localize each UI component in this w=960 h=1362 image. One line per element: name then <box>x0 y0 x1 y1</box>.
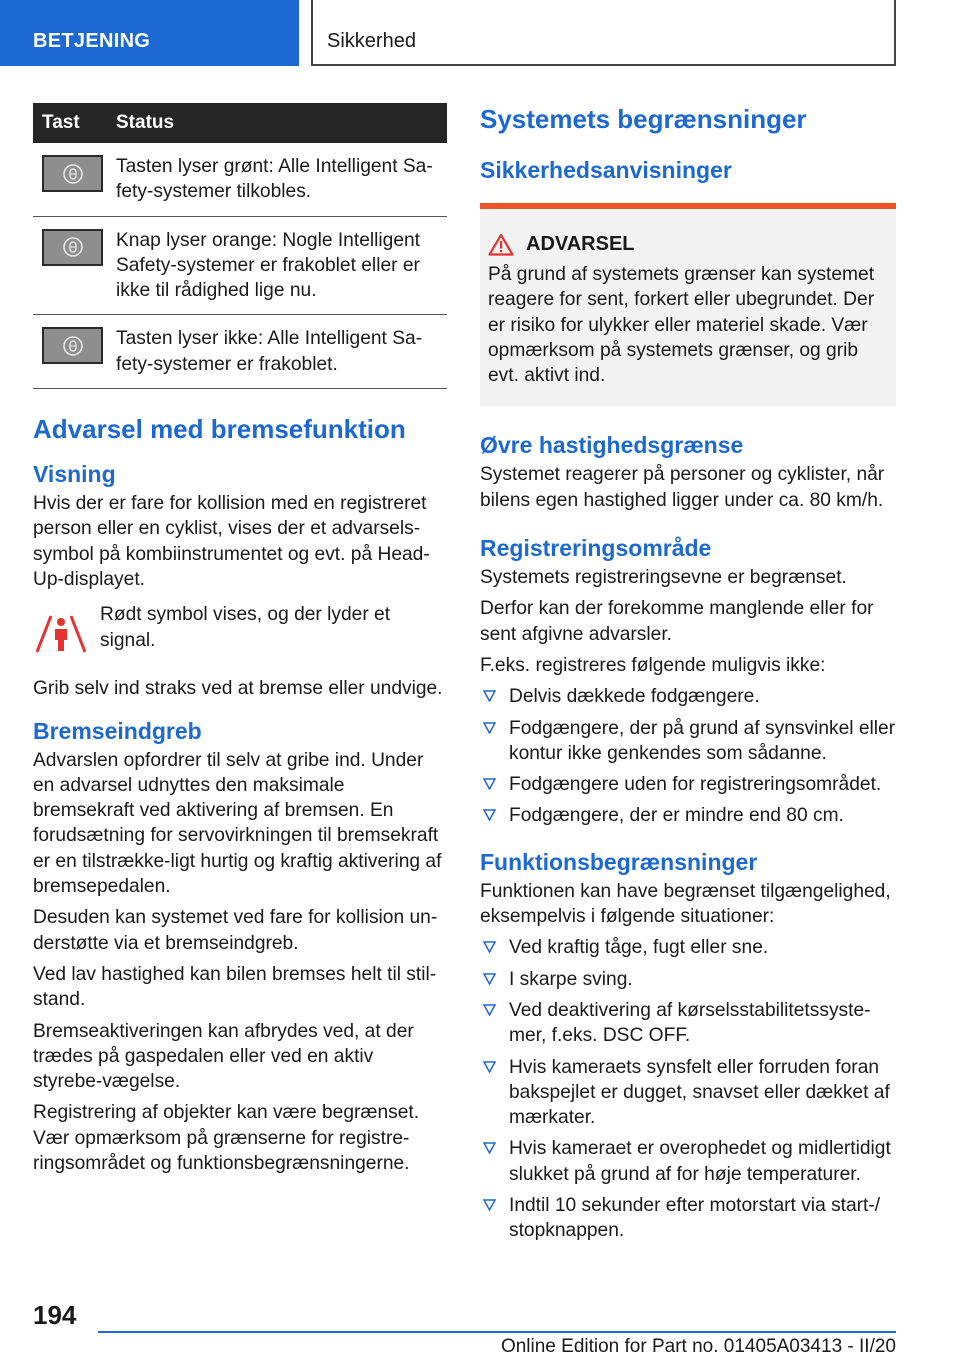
pedestrian-warning-icon <box>33 604 89 660</box>
bremseindgreb-paragraph: Advarslen opfordrer til selv at gribe ind. Under en advarsel udnyttes den maksimale bremsekraft ved aktivering af bremsen. En forudsætning for servovirkningen til bremsekraft er en tilstrække-ligt hurtig og kraftig aktivering af bremsepedalen. <box>33 749 442 898</box>
list-item: Delvis dækkede fodgængere. <box>480 684 896 709</box>
triangle-bullet-icon <box>483 722 496 734</box>
warning-box <box>480 203 896 406</box>
visning-paragraph: Hvis der er fare for kollision med en registreret person eller en cyklist, vises der et advarsels-symbol på kombiinstrumentet og evt. på Head-Up-displayet. <box>33 493 430 590</box>
table-header-status: Status <box>116 103 447 143</box>
symbol-row <box>33 602 447 660</box>
triangle-bullet-icon <box>483 690 496 702</box>
registrering-paragraph: Systemets registreringsevne er begrænset. <box>480 567 847 589</box>
header-section-label: BETJENING <box>33 30 151 52</box>
triangle-bullet-icon <box>483 1061 496 1073</box>
triangle-bullet-icon <box>483 1004 496 1016</box>
heading-systemets-begraensninger: Systemets begrænsninger <box>480 104 807 134</box>
heading-registreringsomraade: Registreringsområde <box>480 535 712 562</box>
key-status-table <box>33 103 447 389</box>
registrering-paragraph: Derfor kan der forekomme manglende eller for sent afgivne advarsler. <box>480 598 874 645</box>
heading-sikkerhedsanvisninger: Sikkerhedsanvisninger <box>480 157 732 183</box>
table-row <box>33 143 447 216</box>
triangle-bullet-icon <box>483 1199 496 1211</box>
bremseindgreb-paragraph: Registrering af objekter kan være begrænset. Vær opmærksom på grænserne for registre-ringsområdet og funktionsbegrænsningerne. <box>33 1102 420 1175</box>
visning-paragraph-2: Grib selv ind straks ved at bremse eller undvige. <box>33 678 443 700</box>
page-number: 194 <box>33 1300 77 1330</box>
warning-text: På grund af systemets grænser kan systemet reagere for sent, forkert eller ubegrundet. Der er risiko for ulykker eller materiel skade. Vær opmærksom på systemets grænser, og grib evt. aktivt ind. <box>488 264 875 387</box>
triangle-bullet-icon <box>483 1142 496 1154</box>
list-item: Indtil 10 sekunder efter motorstart via start-/ stopknappen. <box>480 1193 896 1244</box>
heading-oevre-hastighedsgraense: Øvre hastighedsgrænse <box>480 432 744 459</box>
table-cell-status: Tasten lyser grønt: Alle Intelligent Sa-fety-systemer tilkobles. <box>116 143 447 216</box>
right-column <box>480 103 896 1250</box>
intelligent-safety-button-icon <box>42 155 103 192</box>
bremseindgreb-paragraph: Desuden kan systemet ved fare for kollision un-derstøtte via et bremseindgreb. <box>33 907 438 954</box>
heading-visning: Visning <box>33 461 116 488</box>
heading-advarsel-bremsefunktion: Advarsel med bremsefunktion <box>33 414 406 445</box>
table-cell-status: Tasten lyser ikke: Alle Intelligent Sa-fety-systemer er frakoblet. <box>116 315 447 389</box>
header-section-tab <box>0 0 299 66</box>
header-chapter-label: Sikkerhed <box>327 30 416 52</box>
list-item: I skarpe sving. <box>480 967 896 992</box>
intelligent-safety-button-icon <box>42 229 103 266</box>
intelligent-safety-button-icon <box>42 327 103 364</box>
footer-edition: Online Edition for Part no. 01405A03413 - II/20 <box>500 1336 896 1357</box>
funktion-list <box>480 935 896 1243</box>
triangle-bullet-icon <box>483 809 496 821</box>
footer-divider <box>98 1331 896 1333</box>
table-row <box>33 315 447 389</box>
bremseindgreb-paragraph: Bremseaktiveringen kan afbrydes ved, at der trædes på gaspedalen eller ved en aktiv styrebe-vægelse. <box>33 1020 414 1093</box>
list-item: Fodgængere, der på grund af synsvinkel eller kontur ikke genkendes som sådanne. <box>480 716 896 767</box>
symbol-description: Rødt symbol vises, og der lyder et signal. <box>100 604 391 651</box>
table-header-row <box>33 103 447 143</box>
triangle-bullet-icon <box>483 973 496 985</box>
left-column <box>33 103 447 1182</box>
triangle-bullet-icon <box>483 941 496 953</box>
list-item: Fodgængere, der er mindre end 80 cm. <box>480 803 896 828</box>
warning-label: ADVARSEL <box>526 233 635 255</box>
registrering-paragraph: F.eks. registreres følgende muligvis ikke: <box>480 654 826 676</box>
bremseindgreb-paragraph: Ved lav hastighed kan bilen bremses helt til stil-stand. <box>33 963 437 1011</box>
triangle-bullet-icon <box>483 778 496 790</box>
list-item: Hvis kameraets synsfelt eller forruden foran bakspejlet er dugget, snavset eller dækket af mærkater. <box>480 1055 896 1131</box>
warning-triangle-icon <box>488 233 514 256</box>
funktion-paragraph: Funktionen kan have begrænset tilgængelighed, eksempelvis i følgende situationer: <box>480 880 891 928</box>
table-cell-status: Knap lyser orange: Nogle Intelligent Safety-systemer er frakoblet eller er ikke til rådighed lige nu. <box>116 216 447 315</box>
list-item: Hvis kameraet er overophedet og midlertidigt slukket på grund af for høje temperaturer. <box>480 1136 896 1187</box>
heading-bremseindgreb: Bremseindgreb <box>33 717 202 744</box>
oevre-paragraph: Systemet reagerer på personer og cyklister, når bilens egen hastighed ligger under ca. 80 km/h. <box>480 464 885 511</box>
registrering-list <box>480 684 896 828</box>
heading-funktionsbegraensninger: Funktionsbegrænsninger <box>480 848 758 875</box>
list-item: Ved deaktivering af kørselsstabilitetssyste-mer, f.eks. DSC OFF. <box>480 998 896 1049</box>
table-header-key: Tast <box>33 103 116 143</box>
list-item: Ved kraftig tåge, fugt eller sne. <box>480 935 896 960</box>
list-item: Fodgængere uden for registreringsområdet. <box>480 772 896 797</box>
table-row <box>33 216 447 315</box>
header-chapter-tab <box>311 0 896 66</box>
